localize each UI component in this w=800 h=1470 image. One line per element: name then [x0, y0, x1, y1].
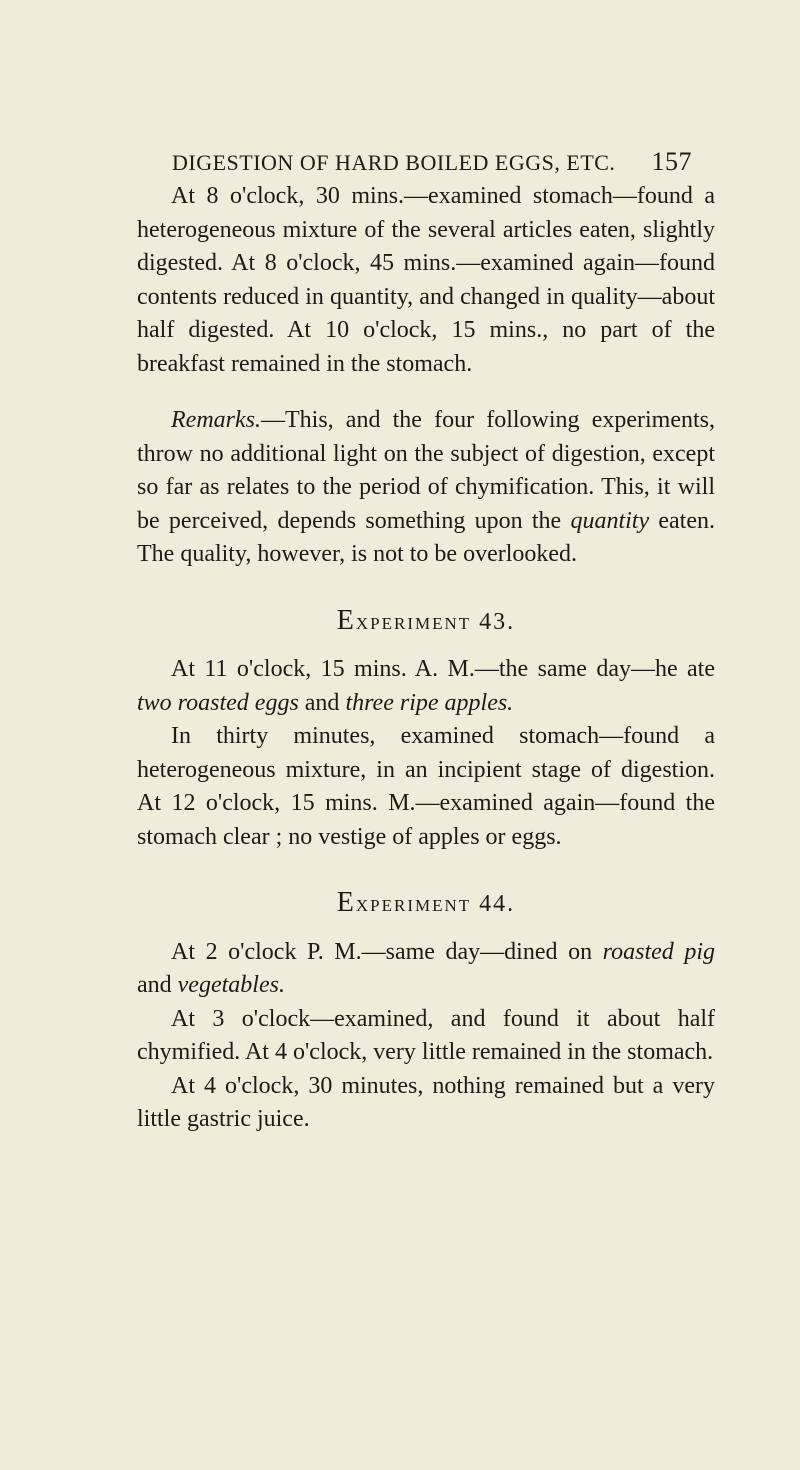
remarks-text-b: eaten. The quality, however, is not to be overlooked. — [137, 507, 715, 567]
experiment-43-meal — [137, 653, 715, 720]
paragraph-remarks — [137, 404, 715, 572]
experiment-43-and: and — [298, 689, 346, 716]
remarks-label: Remarks. — [171, 407, 261, 433]
remarks-text-a: —This, and the four following experiments, throw no additional light on the subject of digestion, except so far as relates to the period of chymification. This, it will be perceived, depends something upon the — [137, 407, 715, 534]
experiment-44-meal-text: At 2 o'clock P. M.—same day—dined on — [171, 938, 603, 965]
experiment-44-meal — [137, 936, 715, 1003]
experiment-44-food-1: roasted pig — [602, 938, 716, 965]
experiment-43-food-1: two roasted eggs — [137, 689, 299, 716]
experiment-44-heading — [137, 886, 715, 922]
experiment-44-food-2: vegetables. — [177, 972, 285, 998]
experiment-43-results: In thirty minutes, examined stomach—found a heterogeneous mixture, in an incipient stage of digestion. At 12 o'clock, 15 mins. M.—examined again—found the stomach clear ; no vestige of apples or eggs. — [137, 723, 715, 850]
experiment-43-food-2: three ripe apples. — [345, 689, 514, 716]
experiment-44-heading-cap: E — [336, 887, 356, 918]
experiment-44-results-2: At 4 o'clock, 30 minutes, nothing remained but a very little gastric juice. — [137, 1072, 715, 1132]
body-text — [137, 180, 715, 1137]
running-title: DIGESTION OF HARD BOILED EGGS, ETC. — [172, 150, 616, 175]
experiment-44-and: and — [137, 972, 178, 998]
page-number: 157 — [651, 147, 692, 176]
experiment-43-meal-text: At 11 o'clock, 15 mins. A. M.—the same day—he ate — [171, 656, 715, 682]
paragraph-breakfast-results: At 8 o'clock, 30 mins.—examined stomach—found a heterogeneous mixture of the several articles eaten, slightly digested. At 8 o'clock, 45 mins.—examined again—found contents reduced in quantity, and changed in quality—about half digested. At 10 o'clock, 15 mins., no part of the breakfast remained in the stomach. — [137, 183, 715, 377]
experiment-43-heading-cap: E — [336, 604, 356, 636]
experiment-44-results-1: At 3 o'clock—examined, and found it about half chymified. At 4 o'clock, very little remained in the stomach. — [137, 1005, 715, 1065]
experiment-44-heading-rest: xperiment 44. — [355, 891, 516, 917]
remarks-emphasis: quantity — [570, 507, 650, 534]
experiment-43-heading — [137, 604, 715, 640]
running-head — [172, 147, 692, 176]
experiment-43-heading-rest: xperiment 43. — [355, 608, 516, 635]
